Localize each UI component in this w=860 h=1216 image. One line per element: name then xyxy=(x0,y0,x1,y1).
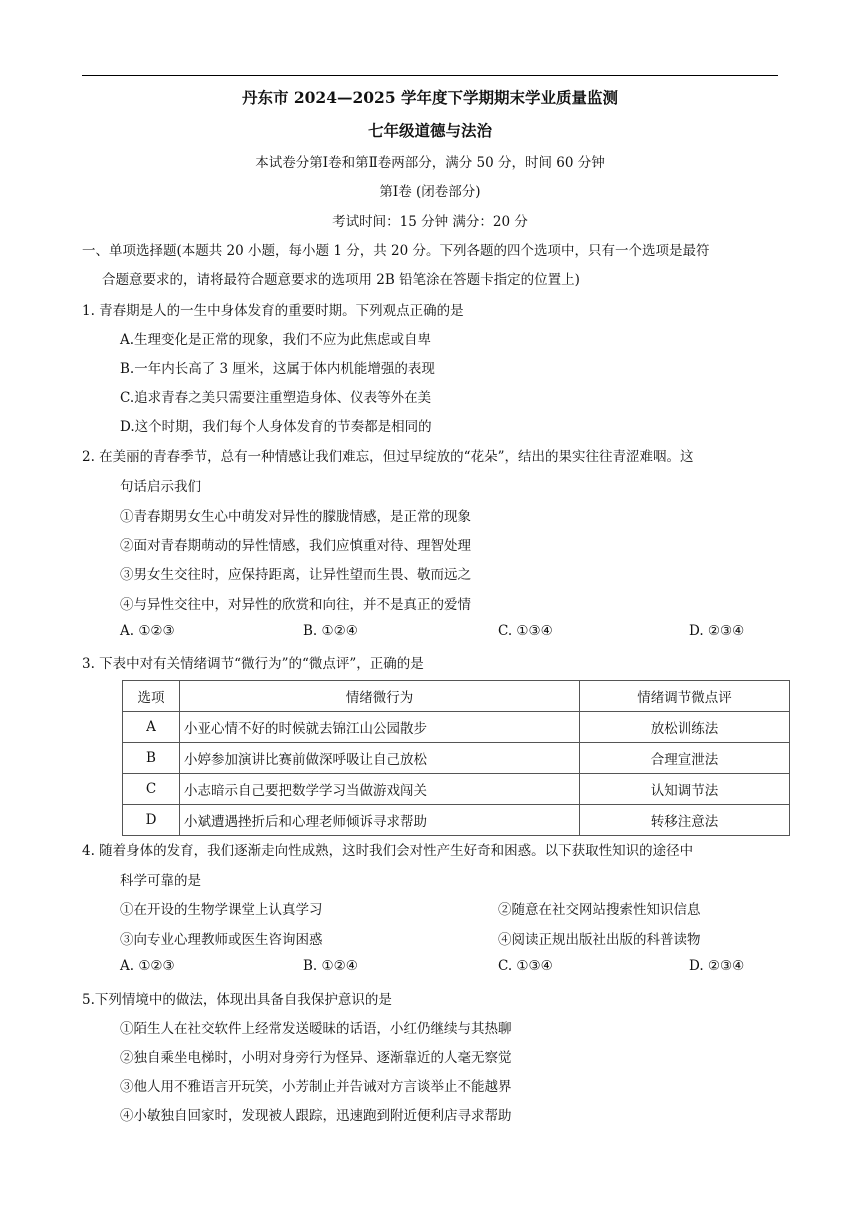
table-header-cell: 情绪调节微点评 xyxy=(580,681,790,712)
question-2-statement-4: ④与异性交往中，对异性的欣赏和向往，并不是真正的爱情 xyxy=(120,597,471,613)
exam-time: 考试时间：15 分钟 满分：20 分 xyxy=(332,214,528,230)
question-5-statement-1: ①陌生人在社交软件上经常发送暧昧的话语，小红仍继续与其热聊 xyxy=(120,1021,512,1037)
question-2-choice-a: A. ①②③ xyxy=(120,623,175,639)
section-heading-cont: 合题意要求的，请将最符合题意要求的选项用 2B 铅笔涂在答题卡指定的位置上) xyxy=(102,272,580,288)
table-cell: 认知调节法 xyxy=(580,774,790,805)
exam-info: 本试卷分第Ⅰ卷和第Ⅱ卷两部分，满分 50 分，时间 60 分钟 xyxy=(255,155,605,171)
table-cell: 转移注意法 xyxy=(580,805,790,836)
question-1-option-a: A.生理变化是正常的现象，我们不应为此焦虑或自卑 xyxy=(120,332,432,348)
question-2-statement-1: ①青春期男女生心中萌发对异性的朦胧情感，是正常的现象 xyxy=(120,509,471,525)
question-2-choice-b: B. ①②④ xyxy=(303,623,358,639)
table-cell: A xyxy=(123,712,180,743)
question-3-stem: 3. 下表中对有关情绪调节“微行为”的“微点评”，正确的是 xyxy=(82,656,424,672)
question-4-choice-b: B. ①②④ xyxy=(303,958,358,974)
emotion-regulation-table xyxy=(122,680,790,836)
question-5-statement-3: ③他人用不雅语言开玩笑，小芳制止并告诫对方言谈举止不能越界 xyxy=(120,1079,512,1095)
question-4-stem-cont: 科学可靠的是 xyxy=(120,873,201,889)
question-1-option-d: D.这个时期，我们每个人身体发育的节奏都是相同的 xyxy=(120,419,432,435)
question-4-stem: 4. 随着身体的发育，我们逐渐走向性成熟，这时我们会对性产生好奇和困惑。以下获取性知识的途径中 xyxy=(82,843,694,859)
table-header-row xyxy=(123,681,790,712)
top-rule xyxy=(82,75,778,76)
table-row xyxy=(123,743,790,774)
table-cell: 放松训练法 xyxy=(580,712,790,743)
table-row xyxy=(123,805,790,836)
table-header-cell: 情绪微行为 xyxy=(180,681,580,712)
question-4-statement-2: ②随意在社交网站搜索性知识信息 xyxy=(498,902,701,918)
table-cell: 小婷参加演讲比赛前做深呼吸让自己放松 xyxy=(180,743,580,774)
table-cell: D xyxy=(123,805,180,836)
question-4-choice-d: D. ②③④ xyxy=(689,958,745,974)
question-1-option-b: B.一年内长高了 3 厘米，这属于体内机能增强的表现 xyxy=(120,361,435,377)
question-4-statement-4: ④阅读正规出版社出版的科普读物 xyxy=(498,932,701,948)
section-heading: 一、单项选择题(本题共 20 小题，每小题 1 分，共 20 分。下列各题的四个选项中，只有一个选项是最符 xyxy=(82,243,710,259)
question-5-statement-4: ④小敏独自回家时，发现被人跟踪，迅速跑到附近便利店寻求帮助 xyxy=(120,1108,512,1124)
question-1-option-c: C.追求青春之美只需要注重塑造身体、仪表等外在美 xyxy=(120,390,432,406)
table-cell: 小亚心情不好的时候就去锦江山公园散步 xyxy=(180,712,580,743)
question-2-choice-c: C. ①③④ xyxy=(498,623,553,639)
question-2-statement-3: ③男女生交往时，应保持距离，让异性望而生畏、敬而远之 xyxy=(120,567,471,583)
table-row xyxy=(123,774,790,805)
table-header-cell: 选项 xyxy=(123,681,180,712)
question-1-stem: 1. 青春期是人的一生中身体发育的重要时期。下列观点正确的是 xyxy=(82,303,464,319)
table-cell: B xyxy=(123,743,180,774)
question-4-choice-a: A. ①②③ xyxy=(120,958,175,974)
question-2-choice-d: D. ②③④ xyxy=(689,623,745,639)
exam-subtitle: 七年级道德与法治 xyxy=(367,121,492,140)
exam-title: 丹东市 2024—2025 学年度下学期期末学业质量监测 xyxy=(241,88,619,107)
question-4-choice-c: C. ①③④ xyxy=(498,958,553,974)
volume-label: 第Ⅰ卷 (闭卷部分) xyxy=(379,184,481,200)
table-cell: 合理宣泄法 xyxy=(580,743,790,774)
question-5-stem: 5.下列情境中的做法，体现出具备自我保护意识的是 xyxy=(82,992,392,1008)
table-row xyxy=(123,712,790,743)
question-2-statement-2: ②面对青春期萌动的异性情感，我们应慎重对待、理智处理 xyxy=(120,538,471,554)
table-cell: 小斌遭遇挫折后和心理老师倾诉寻求帮助 xyxy=(180,805,580,836)
question-4-statement-3: ③向专业心理教师或医生咨询困惑 xyxy=(120,932,323,948)
table-cell: C xyxy=(123,774,180,805)
question-2-stem: 2. 在美丽的青春季节，总有一种情感让我们难忘，但过早绽放的“花朵”，结出的果实往往青涩难咽。这 xyxy=(82,449,694,465)
question-2-stem-cont: 句话启示我们 xyxy=(120,479,201,495)
question-5-statement-2: ②独自乘坐电梯时，小明对身旁行为怪异、逐渐靠近的人毫无察觉 xyxy=(120,1050,512,1066)
table-cell: 小志暗示自己要把数学学习当做游戏闯关 xyxy=(180,774,580,805)
question-4-statement-1: ①在开设的生物学课堂上认真学习 xyxy=(120,902,323,918)
